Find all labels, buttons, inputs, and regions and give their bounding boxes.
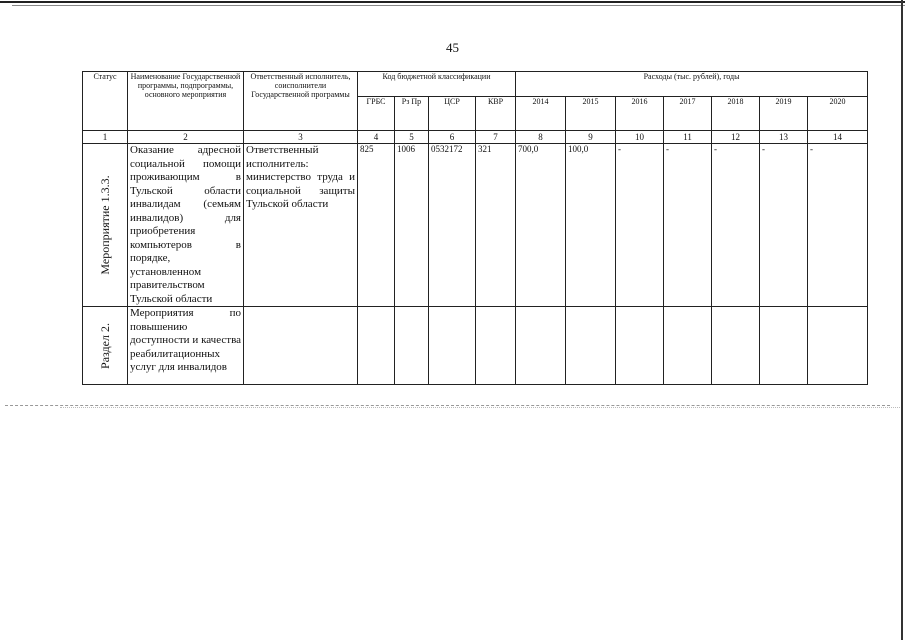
header-budget-code: Код бюджетной классификации [358,72,516,97]
column-number: 6 [429,131,476,144]
header-year-2016: 2016 [616,97,664,131]
header-year-2015: 2015 [566,97,616,131]
row-status-label: Мероприятие 1.3.3. [98,175,112,275]
scan-top-border-thin [12,5,905,6]
header-code-grbs: ГРБС [358,97,395,131]
row-executor: Ответственный исполнитель: министерство труда и социальной защиты Тульской области [244,144,358,307]
row-name: Мероприятия по повышению доступности и качества реабилитационных услуг для инвалидов [128,307,244,385]
table-row [83,144,868,307]
scan-right-border [901,0,903,640]
row-value-2018: - [712,144,760,307]
row-status-cell [83,144,128,307]
column-number: 14 [808,131,868,144]
empty-cell [760,307,808,385]
column-number: 10 [616,131,664,144]
row-rzpr: 1006 [395,144,429,307]
column-number: 9 [566,131,616,144]
row-value-2015: 100,0 [566,144,616,307]
empty-cell [664,307,712,385]
column-number: 4 [358,131,395,144]
empty-cell [429,307,476,385]
header-code-kvr: КВР [476,97,516,131]
column-number: 7 [476,131,516,144]
empty-cell [358,307,395,385]
header-year-2017: 2017 [664,97,712,131]
table-row [83,307,868,385]
column-number: 12 [712,131,760,144]
empty-cell [808,307,868,385]
row-value-2014: 700,0 [516,144,566,307]
empty-cell [712,307,760,385]
empty-cell [476,307,516,385]
header-year-2018: 2018 [712,97,760,131]
empty-cell [516,307,566,385]
empty-cell [616,307,664,385]
row-grbs: 825 [358,144,395,307]
row-csr: 0532172 [429,144,476,307]
column-number: 5 [395,131,429,144]
column-number: 13 [760,131,808,144]
row-value-2020: - [808,144,868,307]
row-value-2019: - [760,144,808,307]
empty-cell [244,307,358,385]
column-number-row [83,131,868,144]
scan-top-border [0,1,905,3]
page-number: 45 [446,40,459,55]
header-row-top [83,72,868,97]
header-name: Наименование Государственной программы, подпрограммы, основного мероприятия [128,72,244,131]
row-status-cell [83,307,128,385]
column-number: 1 [83,131,128,144]
row-kvr: 321 [476,144,516,307]
column-number: 8 [516,131,566,144]
scan-bottom-rule-faint [60,407,900,409]
header-year-2020: 2020 [808,97,868,131]
empty-cell [395,307,429,385]
header-code-csr: ЦСР [429,97,476,131]
row-value-2016: - [616,144,664,307]
header-year-2014: 2014 [516,97,566,131]
header-status: Статус [83,72,128,131]
header-expenses: Расходы (тыс. рублей), годы [516,72,868,97]
header-code-rzpr: Рз Пр [395,97,429,131]
budget-table [82,71,868,385]
empty-cell [566,307,616,385]
column-number: 2 [128,131,244,144]
header-executor: Ответственный исполнитель, соисполнители Государственной программы [244,72,358,131]
column-number: 3 [244,131,358,144]
row-name: Оказание адресной социальной помощи проживающим в Тульской области инвалидам (семьям инвалидов) для приобретения компьютеров в порядке, установленном правительством Тульской области [128,144,244,307]
column-number: 11 [664,131,712,144]
row-value-2017: - [664,144,712,307]
row-status-label: Раздел 2. [98,322,112,369]
header-year-2019: 2019 [760,97,808,131]
